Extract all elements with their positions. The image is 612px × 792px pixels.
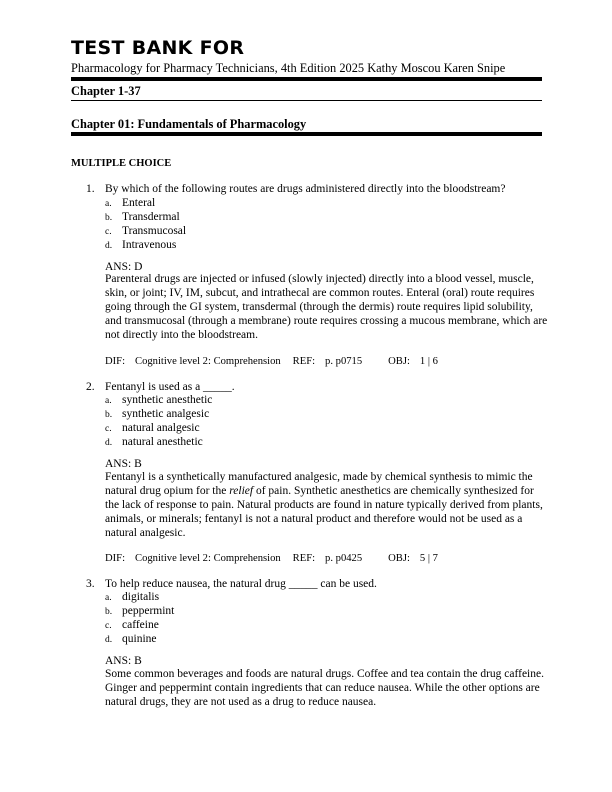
option-letter: c. [105,424,112,435]
ref-label: REF: [292,356,316,367]
answer-key: ANS: B [105,458,142,470]
chapter-range: Chapter 1-37 [71,84,141,98]
option [105,407,212,421]
dif-label: DIF: [105,553,126,564]
option-text: digitalis [122,591,160,603]
option [105,196,186,210]
option [105,224,186,238]
dif-value: Cognitive level 2: Comprehension [135,356,281,367]
chapter-range-rule [71,100,542,101]
option [105,618,174,632]
option-text: natural anesthetic [122,436,203,449]
obj-label: OBJ: [388,356,410,367]
rationale: Parenteral drugs are injected or infused (slowly injected) directly into a blood vessel, muscle, skin, or joint; IV, IM, subcut, and intrathecal are common routes. Enteral (oral) route requires going through the GI system, transdermal (through the dermis) route requires lipid solubility, and transmucosal (through a membrane) route requires crossing a mucous membrane, which are not directly into the bloodstream. [105,273,548,341]
book-subtitle: Pharmacology for Pharmacy Technicians, 4th Edition 2025 Kathy Moscou Karen Snipe [71,61,506,75]
question-metadata [105,355,438,368]
option [105,604,174,618]
question-number: 1. [86,183,95,195]
option [105,210,186,224]
question-number: 3. [86,578,95,590]
section-heading: MULTIPLE CHOICE [71,158,172,169]
option-text: Transmucosal [122,225,187,238]
question-text: By which of the following routes are drugs administered directly into the bloodstream? [105,183,506,195]
chapter-title: Chapter 01: Fundamentals of Pharmacology [71,117,307,131]
option-text: quinine [122,633,157,646]
option [105,421,212,435]
rationale-emphasis: relief [229,485,254,497]
option-letter: b. [105,607,113,618]
answer-key: ANS: D [105,261,143,273]
option [105,393,212,407]
ref-value: p. p0425 [325,553,363,564]
option-letter: d. [105,635,113,646]
rationale-text: of pain. Synthetic anesthetics are chemically synthesized for the lack of response to pain. Natural products are found in nature typically derived from plants, animals, or minerals; fentanyl is not a natural product and therefore would not be used as a natural analgesic. [105,485,543,539]
option-text: synthetic analgesic [122,408,210,421]
option-text: peppermint [122,605,175,618]
header-rule-thick [71,77,542,81]
option-text: Transdermal [122,211,180,224]
option-letter: c. [105,621,112,632]
rationale: Some common beverages and foods are natural drugs. Coffee and tea contain the drug caffeine. Ginger and peppermint contain ingredients that can reduce nausea. While the other options are natural drugs, they are not used as a drug to reduce nausea. [105,668,544,708]
obj-value: 1 | 6 [419,356,438,367]
answer-options [105,196,186,252]
option-text: natural analgesic [122,422,200,435]
option-letter: d. [105,438,113,449]
question-number: 2. [86,381,95,393]
option [105,632,174,646]
option-letter: b. [105,213,113,224]
ref-label: REF: [292,553,316,564]
option-text: Enteral [122,197,156,209]
question-metadata [105,552,438,565]
answer-options [105,393,212,449]
question-text: Fentanyl is used as a _____. [105,381,235,393]
ref-value: p. p0715 [325,356,363,367]
option-letter: b. [105,410,113,421]
option-letter: a. [105,396,112,406]
obj-label: OBJ: [388,553,410,564]
option-letter: a. [105,593,112,603]
rationale-text: Fentanyl is a synthetically manufactured analgesic, made by chemical synthesis to mimic the natural drug opium for the [105,471,533,497]
option [105,238,186,252]
option-text: synthetic anesthetic [122,394,213,406]
dif-label: DIF: [105,356,126,367]
obj-value: 5 | 7 [419,553,438,564]
option [105,435,212,449]
banner-title: TEST BANK FOR [71,37,245,59]
question-text: To help reduce nausea, the natural drug _____ can be used. [105,578,377,590]
option-letter: d. [105,241,113,252]
option-letter: a. [105,199,112,209]
dif-value: Cognitive level 2: Comprehension [135,553,281,564]
option-text: caffeine [122,619,159,632]
answer-key: ANS: B [105,655,142,667]
answer-options [105,590,174,646]
option-letter: c. [105,227,112,238]
rationale [105,470,550,540]
option-text: Intravenous [122,239,177,252]
option [105,590,174,604]
chapter-title-rule [71,132,542,136]
